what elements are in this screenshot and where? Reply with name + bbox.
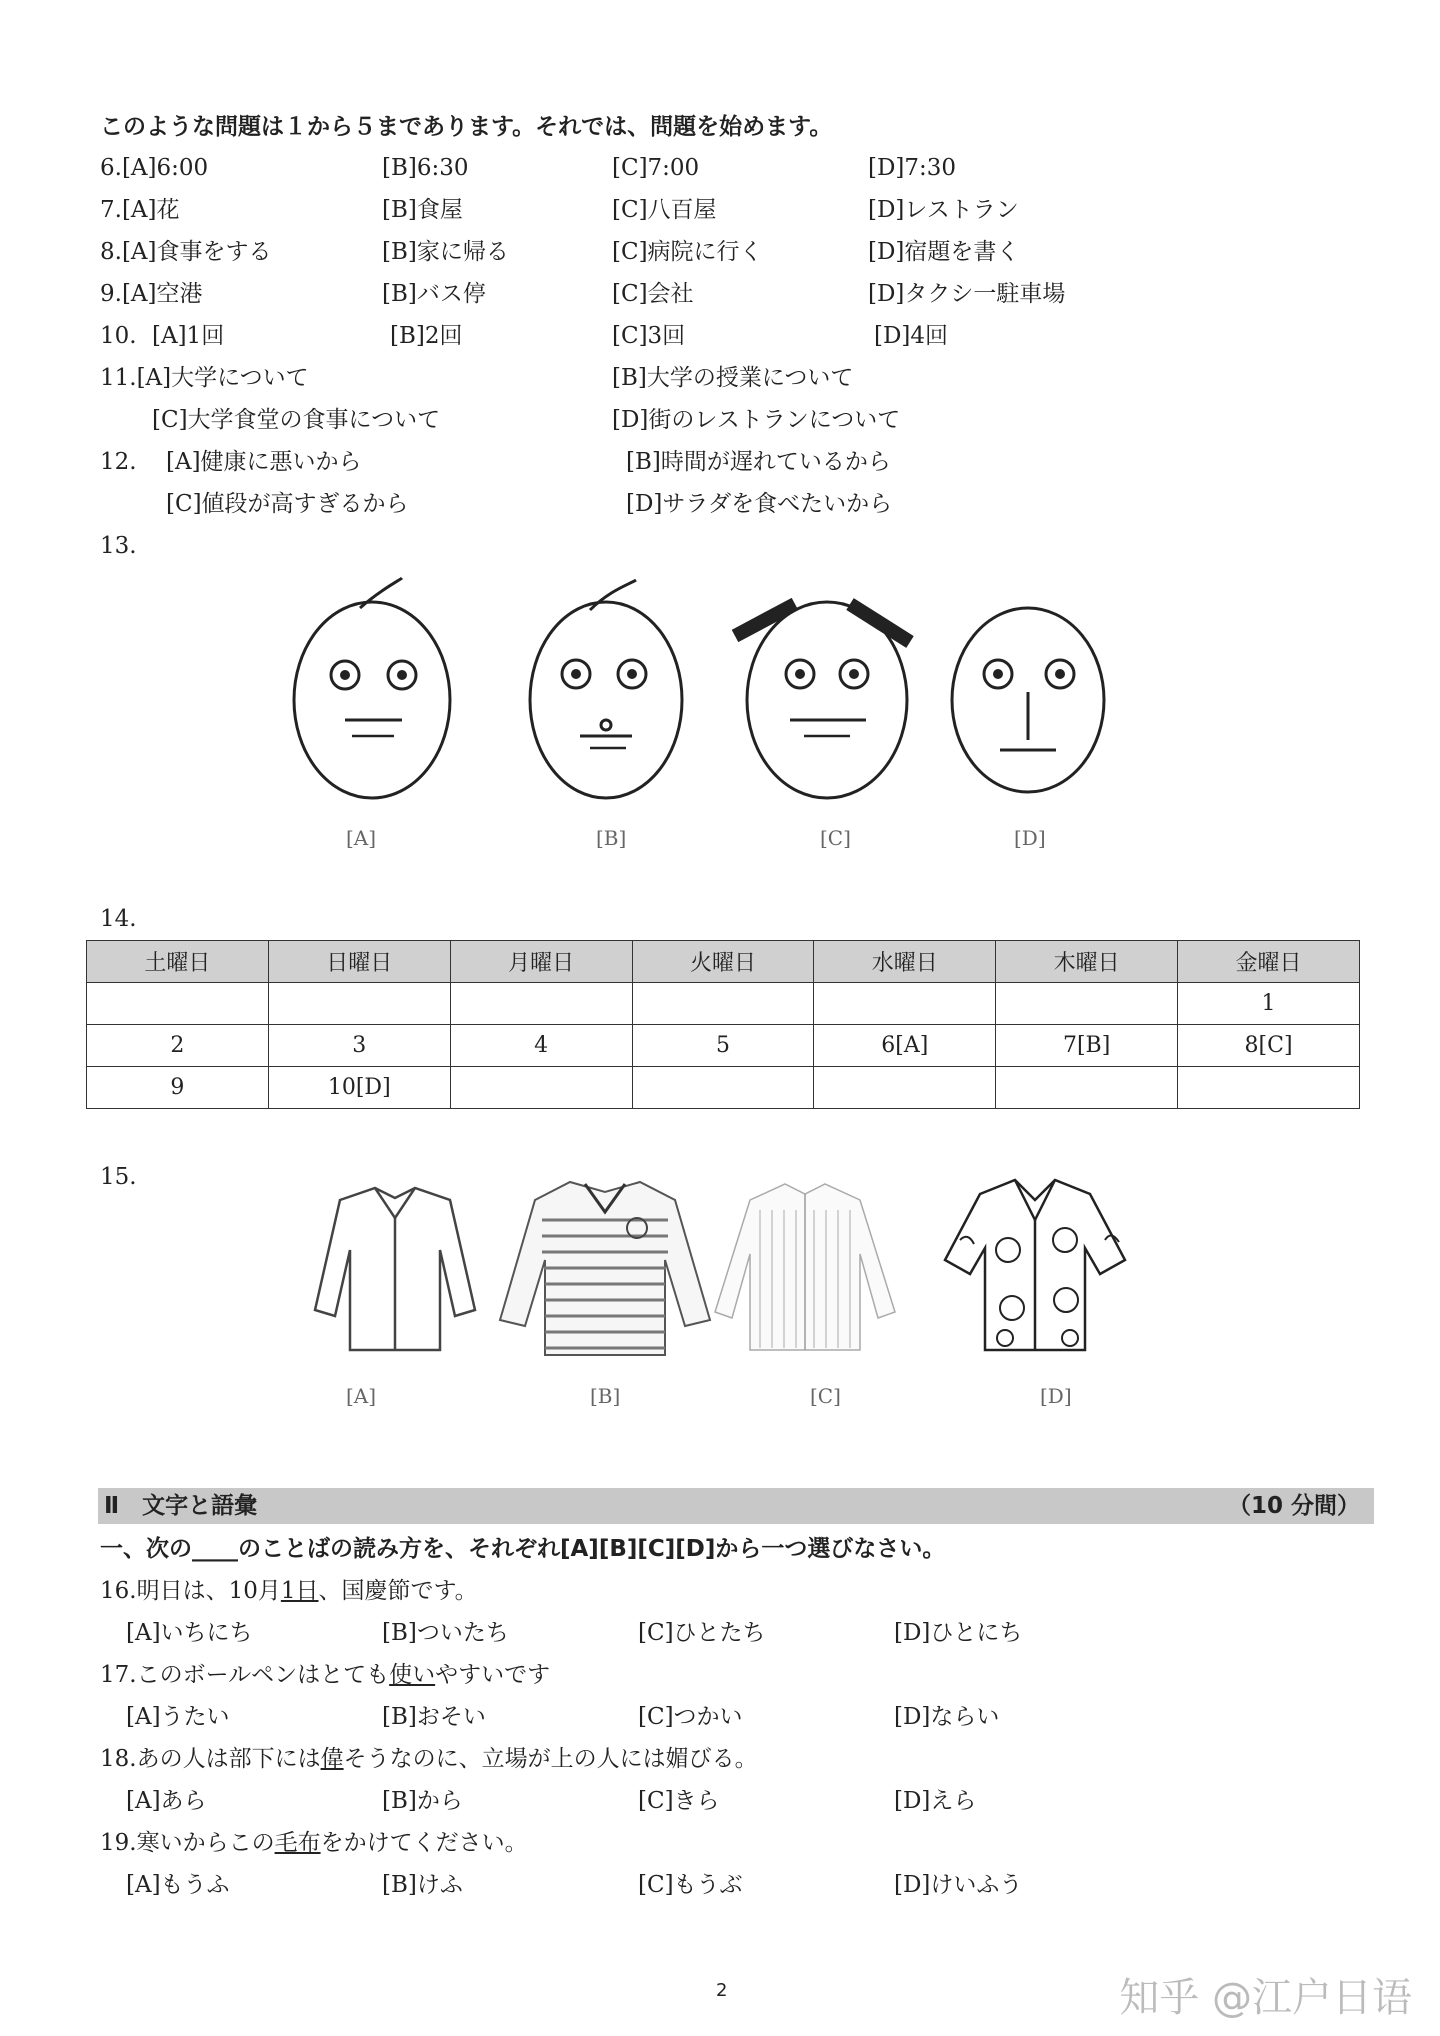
calendar-header: 水曜日 xyxy=(814,941,996,983)
calendar-cell xyxy=(450,983,632,1025)
watermark: 知乎 @江户日语 xyxy=(1119,1975,1412,2021)
question-18-b: [B]から xyxy=(382,1788,463,1814)
shirts-illustration xyxy=(280,1170,1140,1370)
calendar-cell xyxy=(632,983,814,1025)
question-16-b: [B]ついたち xyxy=(382,1620,509,1646)
question-11-d: [D]街のレストランについて xyxy=(612,407,901,433)
calendar-cell xyxy=(814,1067,996,1109)
calendar-row xyxy=(87,983,1360,1025)
face-d xyxy=(952,608,1104,792)
question-16-d: [D]ひとにち xyxy=(894,1620,1023,1646)
question-12-a: [A]健康に悪いから xyxy=(166,449,362,475)
shirt-c xyxy=(715,1184,895,1350)
question-16-a: [A]いちにち xyxy=(126,1620,253,1646)
calendar-table xyxy=(86,940,1360,1109)
section-title: Ⅱ 文字と語彙 xyxy=(104,1493,258,1519)
question-9-c: [C]会社 xyxy=(612,281,694,307)
question-12-c: [C]値段が高すぎるから xyxy=(166,491,409,517)
calendar-cell: 4 xyxy=(450,1025,632,1067)
instruction: 一、次の____のことばの読み方を、それぞれ[A][B][C][D]から一つ選びなさい。 xyxy=(100,1536,946,1562)
calendar-cell: 10[D] xyxy=(268,1067,450,1109)
calendar-row xyxy=(87,1067,1360,1109)
question-8-a: 8.[A]食事をする xyxy=(100,239,272,265)
question-11-c: [C]大学食堂の食事について xyxy=(152,407,441,433)
face-a xyxy=(294,578,450,798)
question-11-a: 11.[A]大学について xyxy=(100,365,309,391)
calendar-cell xyxy=(87,983,269,1025)
question-9-d: [D]タクシ一駐車場 xyxy=(868,281,1066,307)
shirt-label-a: [A] xyxy=(346,1384,377,1408)
calendar-cell: 5 xyxy=(632,1025,814,1067)
question-12-b: [B]時間が遅れているから xyxy=(626,449,891,475)
question-10-a: [A]1回 xyxy=(152,323,225,349)
question-14-no: 14. xyxy=(100,906,137,932)
question-7-d: [D]レストラン xyxy=(868,197,1019,223)
calendar-cell xyxy=(632,1067,814,1109)
shirt-label-c: [C] xyxy=(810,1384,841,1408)
question-18-a: [A]あら xyxy=(126,1788,207,1814)
calendar-cell xyxy=(996,1067,1178,1109)
calendar-header: 土曜日 xyxy=(87,941,269,983)
question-11-b: [B]大学の授業について xyxy=(612,365,854,391)
question-8-d: [D]宿題を書く xyxy=(868,239,1020,265)
face-label-b: [B] xyxy=(596,826,627,850)
question-10-d: [D]4回 xyxy=(874,323,949,349)
question-7-b: [B]食屋 xyxy=(382,197,463,223)
calendar-cell: 2 xyxy=(87,1025,269,1067)
question-12-d: [D]サラダを食べたいから xyxy=(626,491,893,517)
question-8-c: [C]病院に行く xyxy=(612,239,763,265)
intro-text: このような問題は１から５まであります。それでは、問題を始めます。 xyxy=(100,114,833,140)
page-number: 2 xyxy=(716,1980,728,2001)
face-label-c: [C] xyxy=(820,826,851,850)
calendar-cell: 3 xyxy=(268,1025,450,1067)
question-6-c: [C]7:00 xyxy=(612,155,700,181)
calendar-cell: 8[C] xyxy=(1178,1025,1360,1067)
calendar-header: 火曜日 xyxy=(632,941,814,983)
question-6-b: [B]6:30 xyxy=(382,155,469,181)
question-19-b: [B]けふ xyxy=(382,1872,463,1898)
question-19-c: [C]もうぶ xyxy=(638,1872,743,1898)
face-b xyxy=(530,580,682,798)
section-time: （10 分間） xyxy=(1228,1493,1361,1519)
question-6-a: 6.[A]6:00 xyxy=(100,155,209,181)
face-label-d: [D] xyxy=(1014,826,1046,850)
question-6-d: [D]7:30 xyxy=(868,155,957,181)
question-17-d: [D]ならい xyxy=(894,1704,1000,1730)
calendar-cell xyxy=(814,983,996,1025)
question-12-no: 12. xyxy=(100,449,137,475)
question-13-no: 13. xyxy=(100,533,137,559)
question-7-a: 7.[A]花 xyxy=(100,197,180,223)
question-17-c: [C]つかい xyxy=(638,1704,743,1730)
calendar-row xyxy=(87,1025,1360,1067)
faces-illustration xyxy=(280,570,1120,800)
question-9-a: 9.[A]空港 xyxy=(100,281,203,307)
calendar-header: 木曜日 xyxy=(996,941,1178,983)
calendar-cell xyxy=(1178,1067,1360,1109)
question-18: 18.あの人は部下には偉そうなのに、立場が上の人には媚びる。 xyxy=(100,1746,758,1772)
question-9-b: [B]バス停 xyxy=(382,281,486,307)
question-17-a: [A]うたい xyxy=(126,1704,230,1730)
shirt-label-b: [B] xyxy=(590,1384,621,1408)
calendar-cell: 9 xyxy=(87,1067,269,1109)
calendar-header: 日曜日 xyxy=(268,941,450,983)
question-19-d: [D]けいふう xyxy=(894,1872,1023,1898)
calendar-cell: 7[B] xyxy=(996,1025,1178,1067)
calendar-header: 金曜日 xyxy=(1178,941,1360,983)
question-18-d: [D]えら xyxy=(894,1788,977,1814)
question-19-a: [A]もうふ xyxy=(126,1872,230,1898)
question-15-no: 15. xyxy=(100,1164,137,1190)
question-16: 16.明日は、10月1日、国慶節です。 xyxy=(100,1578,478,1604)
shirt-b xyxy=(500,1182,710,1355)
question-10-c: [C]3回 xyxy=(612,323,686,349)
calendar-cell xyxy=(996,983,1178,1025)
question-7-c: [C]八百屋 xyxy=(612,197,717,223)
calendar-header: 月曜日 xyxy=(450,941,632,983)
calendar-cell: 6[A] xyxy=(814,1025,996,1067)
shirt-label-d: [D] xyxy=(1040,1384,1072,1408)
calendar-cell xyxy=(268,983,450,1025)
face-c xyxy=(735,602,910,798)
question-19: 19.寒いからこの毛布をかけてください。 xyxy=(100,1830,528,1856)
question-10-b: [B]2回 xyxy=(390,323,463,349)
calendar-header-row xyxy=(87,941,1360,983)
question-16-c: [C]ひとたち xyxy=(638,1620,766,1646)
calendar-cell xyxy=(450,1067,632,1109)
question-10-no: 10. xyxy=(100,323,137,349)
question-17: 17.このボールペンはとても使いやすいです xyxy=(100,1662,551,1688)
calendar-cell: 1 xyxy=(1178,983,1360,1025)
shirt-a xyxy=(315,1188,475,1350)
question-17-b: [B]おそい xyxy=(382,1704,486,1730)
question-18-c: [C]きら xyxy=(638,1788,720,1814)
section-bar xyxy=(98,1488,1374,1524)
question-8-b: [B]家に帰る xyxy=(382,239,509,265)
shirt-d xyxy=(945,1180,1125,1350)
face-label-a: [A] xyxy=(346,826,377,850)
